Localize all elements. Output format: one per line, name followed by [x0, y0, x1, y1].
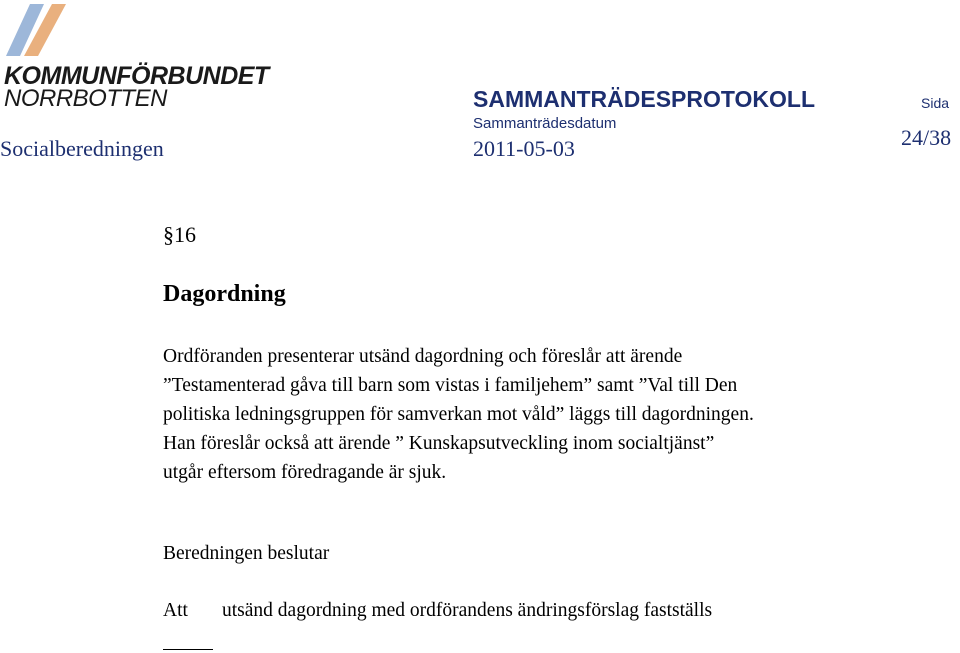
section-number: §16 [163, 222, 196, 247]
att-underline [163, 649, 213, 650]
body-line: politiska ledningsgruppen för samverkan mot våld” läggs till dagordningen. [163, 404, 754, 425]
logo-stripes-icon [0, 0, 80, 64]
page-number: 24/38 [901, 125, 952, 150]
section-title: Dagordning [163, 281, 286, 307]
body-line: Ordföranden presenterar utsänd dagordning och föreslår att ärende [163, 346, 683, 367]
organization-logo [0, 0, 270, 112]
decision-heading: Beredningen beslutar [163, 543, 330, 564]
body-line: utgår eftersom föredragande är sjuk. [163, 462, 447, 483]
decision-att-label: Att [163, 600, 188, 621]
logo-text-line1: KOMMUNFÖRBUNDET [4, 62, 269, 90]
decision-text: utsänd dagordning med ordförandens ändringsförslag fastställs [222, 600, 713, 621]
document-title: SAMMANTRÄDESPROTOKOLL [473, 86, 816, 112]
committee-name: Socialberedningen [0, 136, 164, 161]
section-body [163, 342, 948, 487]
page-label: Sida [921, 95, 950, 111]
meeting-date: 2011-05-03 [473, 136, 575, 161]
body-line: ”Testamenterad gåva till barn som vistas i familjehem” samt ”Val till Den [163, 375, 738, 396]
logo-text-line2: NORRBOTTEN [4, 85, 167, 112]
body-line: Han föreslår också att ärende ” Kunskapsutveckling inom socialtjänst” [163, 433, 715, 454]
meeting-date-label: Sammanträdesdatum [473, 115, 617, 132]
